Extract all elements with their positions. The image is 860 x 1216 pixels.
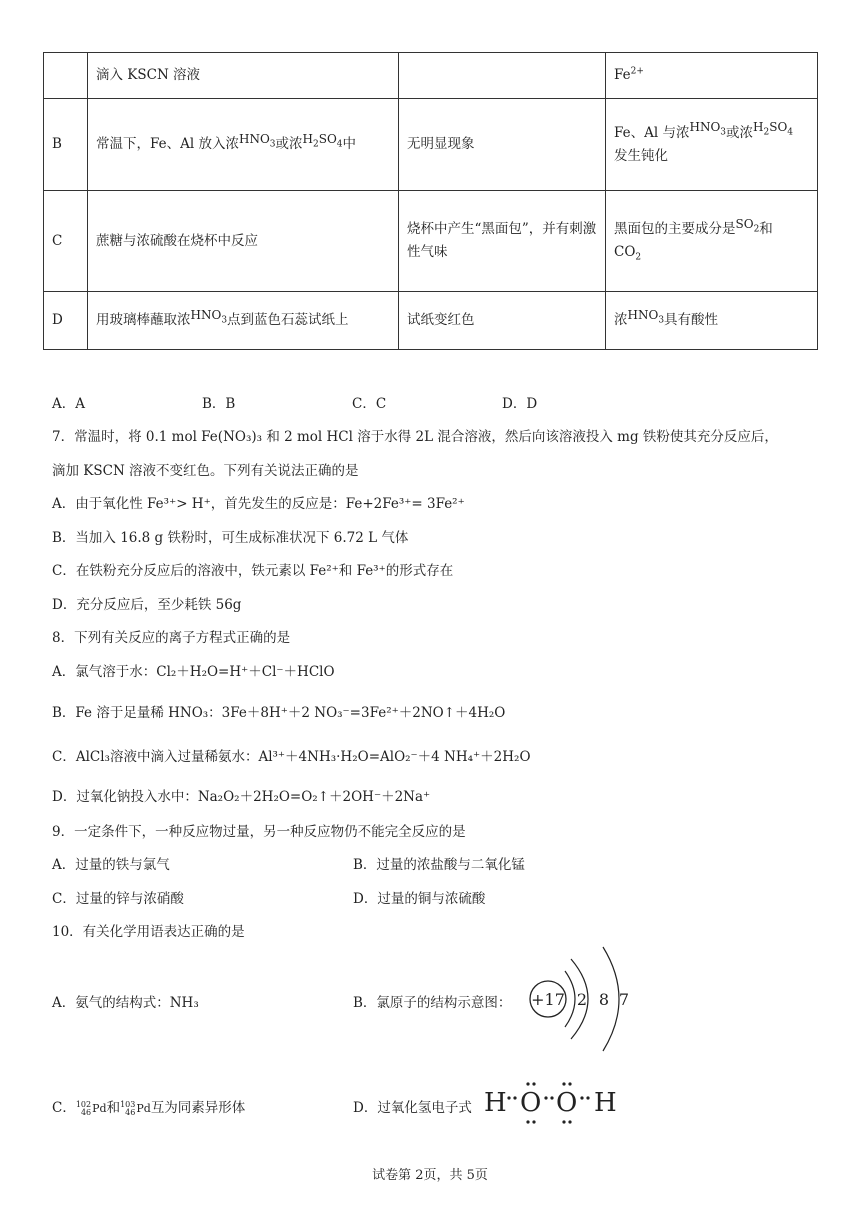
hydrogen-peroxide-lewis-structure — [484, 1080, 624, 1128]
pd-isotope-2-numbers: 103 46 — [120, 1099, 136, 1117]
q6-option-a[interactable]: A．A — [52, 396, 85, 412]
shell-electrons-1: 2 — [576, 990, 588, 1009]
q8-option-b[interactable]: B．Fe 溶于足量稀 HNO₃：3Fe＋8H⁺＋2 NO₃⁻=3Fe²⁺＋2NO↑＋4H₂O — [52, 705, 506, 721]
q7-option-b[interactable]: B．当加入 16.8 g 铁粉时，可生成标准状况下 6.72 L 气体 — [52, 530, 409, 546]
q9-stem: 9．一定条件下，一种反应物过量，另一种反应物仍不能完全反应的是 — [52, 824, 466, 840]
table-row-b — [44, 99, 818, 191]
q7-option-d[interactable]: D．充分反应后，至少耗铁 56g — [52, 597, 242, 613]
q7-stem-cont: 滴加 KSCN 溶液不变红色。下列有关说法正确的是 — [52, 463, 359, 479]
chlorine-atom-diagram — [525, 945, 635, 1055]
q8-option-c[interactable]: C．AlCl₃溶液中滴入过量稀氨水：Al³⁺＋4NH₃·H₂O=AlO₂⁻＋4 NH₄⁺＋2H₂O — [52, 749, 531, 765]
q8-option-d[interactable]: D．过氧化钠投入水中：Na₂O₂＋2H₂O=O₂↑＋2OH⁻＋2Na⁺ — [52, 789, 431, 805]
table-row-c — [44, 191, 818, 292]
cell-phenomenon: 试纸变红色 — [399, 292, 606, 350]
q7-option-a[interactable]: A．由于氧化性 Fe³⁺> H⁺，首先发生的反应是：Fe+2Fe³⁺= 3Fe²⁺ — [52, 496, 465, 512]
q10-option-b[interactable]: B．氯原子的结构示意图： — [353, 995, 512, 1011]
q10-stem: 10．有关化学用语表达正确的是 — [52, 924, 245, 940]
q6-option-d[interactable]: D．D — [502, 396, 538, 412]
cell-conclusion: $Fe^{2+}$ — [606, 53, 818, 99]
lewis-atom-h2: H — [594, 1088, 617, 1118]
cell-label: B — [44, 99, 88, 191]
page-footer: 试卷第 2页，共 5页 — [372, 1168, 488, 1183]
q8-option-a[interactable]: A．氯气溶于水：Cl₂＋H₂O=H⁺＋Cl⁻＋HClO — [52, 664, 335, 680]
q6-option-b[interactable]: B．B — [202, 396, 236, 412]
cell-label: C — [44, 191, 88, 292]
cell-phenomenon: 无明显现象 — [399, 99, 606, 191]
cell-operation: 蔗糖与浓硫酸在烧杯中反应 — [88, 191, 399, 292]
cell-conclusion: 浓$^{HNO_3}$具有酸性 — [606, 292, 818, 350]
table-row-d — [44, 292, 818, 350]
experiment-table — [43, 52, 818, 350]
nucleus-charge: +17 — [531, 990, 565, 1009]
q6-option-c[interactable]: C．C — [352, 396, 387, 412]
cell-operation: 用玻璃棒蘸取浓$^{HNO_3}$点到蓝色石蕊试纸上 — [88, 292, 399, 350]
cell-phenomenon — [399, 53, 606, 99]
table-row-a — [44, 53, 818, 99]
shell-electrons-2: 8 — [598, 990, 610, 1009]
cell-label: D — [44, 292, 88, 350]
q8-stem: 8．下列有关反应的离子方程式正确的是 — [52, 630, 291, 646]
q10-option-a[interactable]: A．氨气的结构式：NH₃ — [52, 995, 199, 1011]
q9-option-d[interactable]: D．过量的铜与浓硫酸 — [353, 891, 486, 907]
lewis-atom-h1: H — [484, 1088, 507, 1118]
cell-phenomenon: 烧杯中产生“黑面包”，并有刺激性气味 — [399, 191, 606, 292]
q7-stem: 7．常温时，将 0.1 mol Fe(NO₃)₃ 和 2 mol HCl 溶于水得 2L 混合溶液，然后向该溶液投入 mg 铁粉使其充分反应后， — [52, 429, 778, 445]
lewis-atom-o1: O — [520, 1088, 542, 1118]
cell-conclusion: 黑面包的主要成分是$^{SO_2}$和 $CO_2$ — [606, 191, 818, 292]
q9-option-b[interactable]: B．过量的浓盐酸与二氧化锰 — [353, 857, 525, 873]
q10-option-c[interactable]: C．102 46Pd和103 46Pd互为同素异形体 — [52, 1099, 246, 1117]
shell-electrons-3: 7 — [618, 990, 630, 1009]
pd-isotope-1-numbers: 102 46 — [75, 1099, 92, 1117]
q7-option-c[interactable]: C．在铁粉充分反应后的溶液中，铁元素以 Fe²⁺和 Fe³⁺的形式存在 — [52, 563, 454, 579]
cell-operation: 常温下，Fe、Al 放入浓$^{HNO_3}$或浓$^{H_2SO_4}$中 — [88, 99, 399, 191]
q10-option-d[interactable]: D．过氧化氢电子式 — [353, 1100, 472, 1116]
cell-conclusion: Fe、Al 与浓$^{HNO_3}$或浓$^{H_2SO_4}$ 发生钝化 — [606, 99, 818, 191]
cell-label — [44, 53, 88, 99]
lewis-atom-o2: O — [556, 1088, 578, 1118]
q9-option-c[interactable]: C．过量的锌与浓硝酸 — [52, 891, 184, 907]
q9-option-a[interactable]: A．过量的铁与氯气 — [52, 857, 170, 873]
cell-operation: 滴入 KSCN 溶液 — [88, 53, 399, 99]
